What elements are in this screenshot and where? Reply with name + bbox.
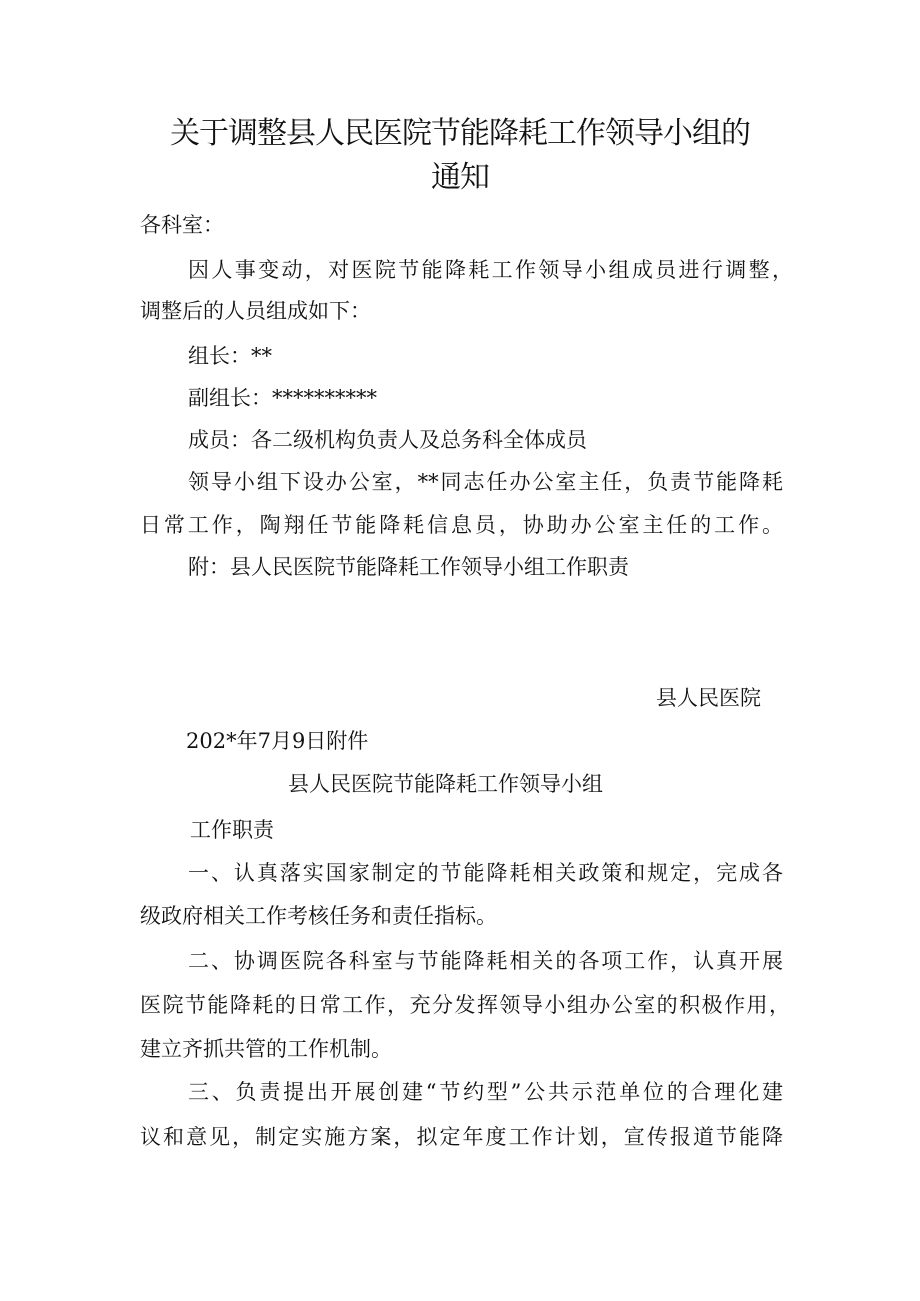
- salutation: 各科室：: [140, 213, 224, 237]
- duty-1-line-1: 一、认真落实国家制定的节能降耗相关政策和规定，完成各: [188, 861, 783, 885]
- office-paragraph-line-1: 领导小组下设办公室，**同志任办公室主任，负责节能降耗: [188, 470, 783, 494]
- intro-paragraph-line-1: 因人事变动，对医院节能降耗工作领导小组成员进行调整，: [188, 258, 793, 282]
- leader-line: 组长：**: [188, 344, 272, 368]
- deputy-leader-line: 副组长：**********: [188, 386, 377, 410]
- office-paragraph-line-2: 日常工作，陶翔任节能降耗信息员，协助办公室主任的工作。: [140, 513, 783, 537]
- duty-3-line-1: 三、负责提出开展创建“节约型”公共示范单位的合理化建: [188, 1080, 783, 1104]
- duty-2-line-1: 二、协调医院各科室与节能降耗相关的各项工作，认真开展: [188, 949, 783, 973]
- document-title-line-1: 关于调整县人民医院节能降耗工作领导小组的: [170, 116, 750, 151]
- duty-3-line-2: 议和意见，制定实施方案，拟定年度工作计划，宣传报道节能降: [140, 1125, 783, 1149]
- duty-2-line-2: 医院节能降耗的日常工作，充分发挥领导小组办公室的积极作用，: [140, 993, 790, 1017]
- duties-heading: 工作职责: [190, 818, 274, 842]
- document-title-line-2: 通知: [431, 160, 489, 195]
- members-line: 成员：各二级机构负责人及总务科全体成员: [188, 428, 587, 452]
- duty-1-line-2: 级政府相关工作考核任务和责任指标。: [140, 904, 497, 928]
- date-attachment-line: 202*年7月9日附件: [186, 729, 369, 753]
- attachment-title: 县人民医院节能降耗工作领导小组: [288, 772, 603, 796]
- duty-2-line-3: 建立齐抓共管的工作机制。: [140, 1037, 392, 1061]
- signature: 县人民医院: [656, 686, 761, 710]
- intro-paragraph-line-2: 调整后的人员组成如下：: [140, 299, 371, 323]
- attachment-note: 附：县人民医院节能降耗工作领导小组工作职责: [188, 555, 629, 579]
